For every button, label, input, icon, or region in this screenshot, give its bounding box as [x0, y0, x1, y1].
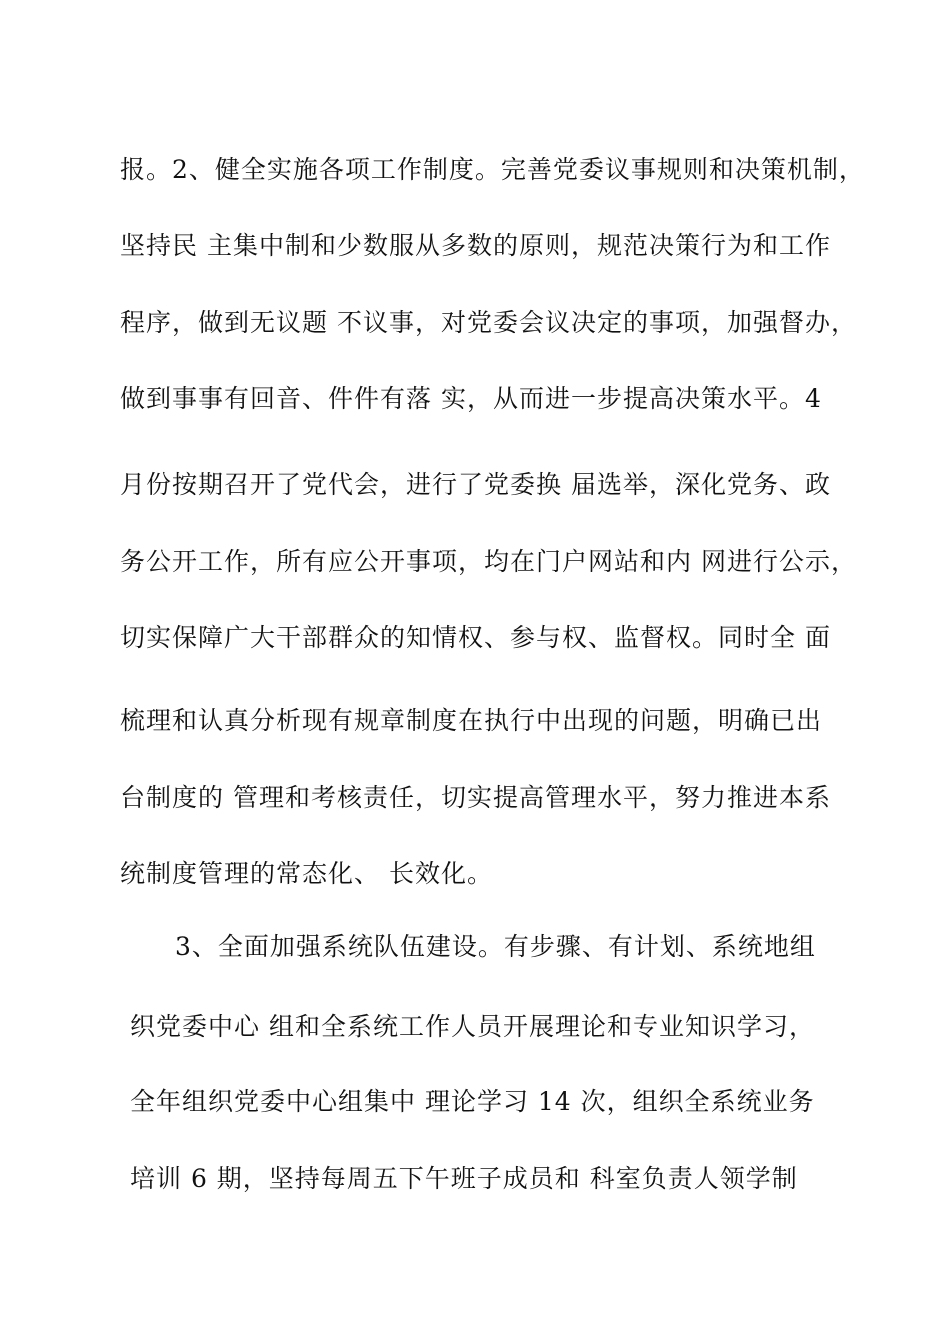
text-line: 台制度的 管理和考核责任，切实提高管理水平，努力推进本系 [120, 783, 831, 812]
text-line: 统制度管理的常态化、 长效化。 [120, 859, 493, 888]
text-line: 务公开工作，所有应公开事项，均在门户网站和内 网进行公示， [120, 547, 857, 576]
text-line: 月份按期召开了党代会，进行了党委换 届选举，深化党务、政 [120, 470, 831, 499]
text-line: 坚持民 主集中制和少数服从多数的原则，规范决策行为和工作 [120, 231, 831, 260]
text-line: 程序，做到无议题 不议事，对党委会议决定的事项，加强督办， [120, 308, 857, 337]
text-line: 3、全面加强系统队伍建设。有步骤、有计划、系统地组 [175, 932, 816, 961]
text-line: 全年组织党委中心组集中 理论学习 14 次，组织全系统业务 [130, 1087, 815, 1116]
text-line: 织党委中心 组和全系统工作人员开展理论和专业知识学习， [130, 1012, 815, 1041]
text-line: 做到事事有回音、件件有落 实，从而进一步提高决策水平。4 [120, 384, 822, 413]
text-line: 报。2、健全实施各项工作制度。完善党委议事规则和决策机制， [120, 155, 865, 184]
text-line: 梳理和认真分析现有规章制度在执行中出现的问题，明确已出 [120, 706, 823, 735]
text-line: 培训 6 期，坚持每周五下午班子成员和 科室负责人领学制 [130, 1164, 798, 1193]
text-line: 切实保障广大干部群众的知情权、参与权、监督权。同时全 面 [120, 623, 831, 652]
